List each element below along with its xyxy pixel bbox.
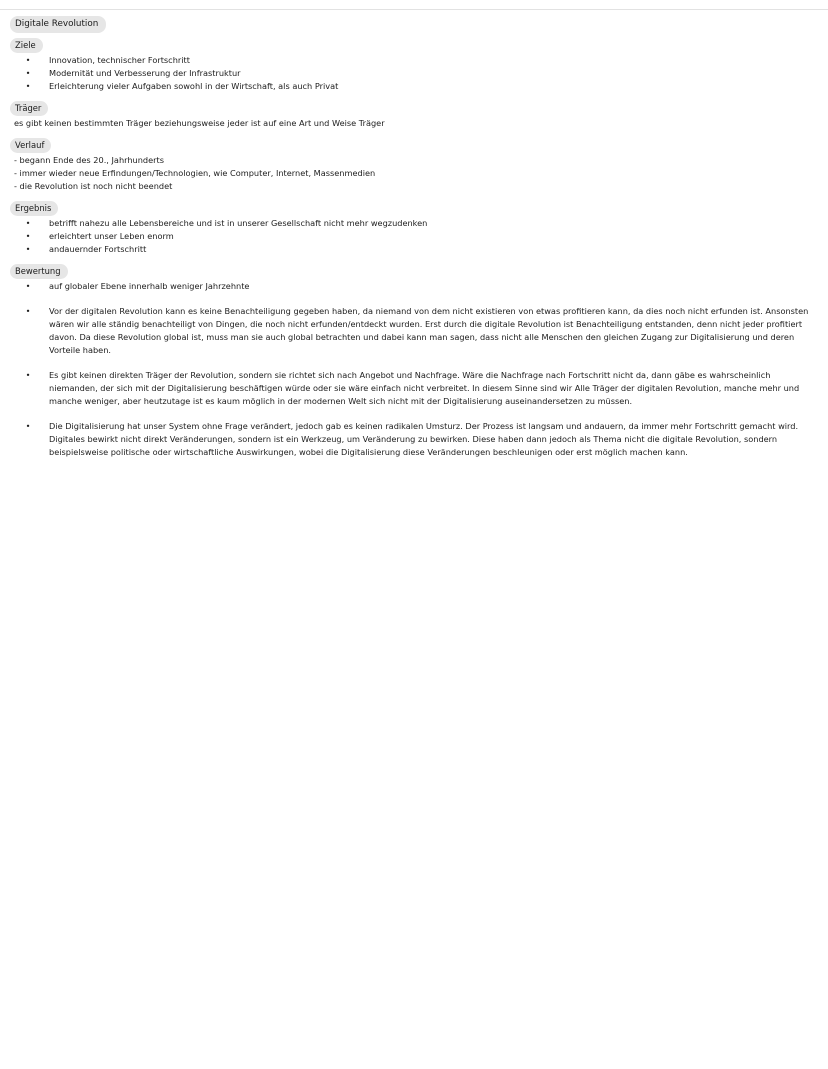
bullet-icon: • [25, 244, 31, 254]
bullet-icon: • [25, 81, 31, 91]
section-heading-bewertung: Bewertung [10, 264, 68, 279]
top-divider [0, 9, 828, 10]
ziele-list [10, 54, 816, 93]
section-heading-traeger: Träger [10, 101, 48, 116]
document-title-row [10, 16, 816, 33]
bewertung-list [10, 280, 816, 459]
section-bewertung [10, 264, 816, 459]
bullet-icon: • [25, 55, 31, 65]
list-item: • Modernität und Verbesserung der Infrastruktur [25, 68, 241, 78]
list-item: • betrifft nahezu alle Lebensbereiche und ist in unserer Gesellschaft nicht mehr wegzudenken [25, 218, 428, 228]
ergebnis-list [10, 217, 816, 256]
traeger-text: es gibt keinen bestimmten Träger beziehungsweise jeder ist auf eine Art und Weise Träger [14, 118, 385, 128]
list-item: • erleichtert unser Leben enorm [25, 231, 174, 241]
bullet-icon: • [25, 306, 31, 316]
section-heading-ziele: Ziele [10, 38, 43, 53]
bullet-icon: • [25, 421, 31, 431]
section-traeger [10, 101, 816, 130]
list-item: • andauernder Fortschritt [25, 244, 147, 254]
list-item: • Es gibt keinen direkten Träger der Revolution, sondern sie richtet sich nach Angebot und Nachfrage. Wäre die Nachfrage nach Fortschritt nicht da, dann gäbe es wahrscheinlich niemanden, der sich mit der Digitalisierung beschäftigen würde oder sie wäre einfach nicht verbreitet. In diesem Sinne sind wir Alle Träger der digitalen Revolution, manche mehr und manche weniger, aber heutzutage ist es kaum möglich in der modernen Welt sich nicht mit der Digitalisierung auseinandersetzen zu müssen. [25, 370, 800, 406]
document-title: Digitale Revolution [10, 16, 106, 33]
bullet-icon: • [25, 370, 31, 380]
section-ziele [10, 38, 816, 93]
bullet-icon: • [25, 231, 31, 241]
section-verlauf [10, 138, 816, 193]
section-ergebnis [10, 201, 816, 256]
list-item: • auf globaler Ebene innerhalb weniger Jahrzehnte [25, 281, 250, 291]
bullet-icon: • [25, 281, 31, 291]
bullet-icon: • [25, 218, 31, 228]
verlauf-line: - immer wieder neue Erfindungen/Technologien, wie Computer, Internet, Massenmedien [14, 168, 376, 178]
section-heading-verlauf: Verlauf [10, 138, 51, 153]
bullet-icon: • [25, 68, 31, 78]
verlauf-line: - die Revolution ist noch nicht beendet [14, 181, 173, 191]
list-item: • Innovation, technischer Fortschritt [25, 55, 190, 65]
list-item: • Erleichterung vieler Aufgaben sowohl in der Wirtschaft, als auch Privat [25, 81, 339, 91]
list-item: • Die Digitalisierung hat unser System ohne Frage verändert, jedoch gab es keinen radikalen Umsturz. Der Prozess ist langsam und andauern, da immer mehr Fortschritt gemacht wird. Digitales bewirkt nicht direkt Veränderungen, sondern ist ein Werkzeug, um Veränderung zu bewirken. Diese haben dann jedoch als Thema nicht die digitale Revolution, sondern beispielsweise politische oder wirtschaftliche Auswirkungen, wobei die Digitalisierung diese Veränderungen beschleunigen oder erst möglich machen kann. [25, 421, 799, 457]
document-page [10, 16, 816, 459]
verlauf-line: - begann Ende des 20., Jahrhunderts [14, 155, 165, 165]
list-item: • Vor der digitalen Revolution kann es keine Benachteiligung gegeben haben, da niemand von dem nicht existieren von etwas profitieren kann, da dies noch nicht erfunden ist. Ansonsten wären wir alle ständig benachteiligt von Dingen, die noch nicht erfunden/entdeckt wurden. Erst durch die digitale Revolution ist Benachteiligung entstanden, denn nicht jeder profitiert davon. Da diese Revolution global ist, muss man sie auch global betrachten und dabei kann man sagen, dass nicht alle Menschen den gleichen Zugang zur Digitalisierung und deren Vorteile haben. [25, 306, 809, 355]
section-heading-ergebnis: Ergebnis [10, 201, 58, 216]
